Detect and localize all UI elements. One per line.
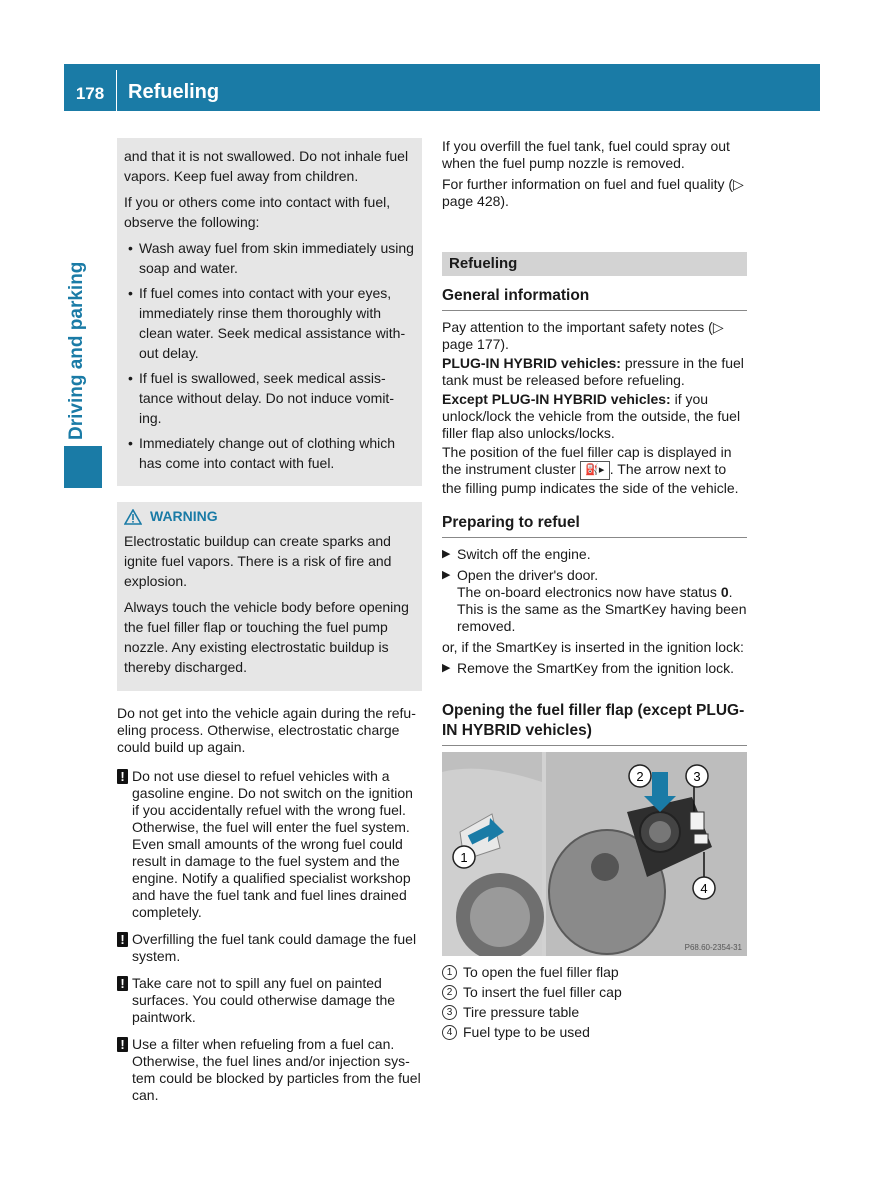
plugin-text: pressure in the fuel tank must be released before refueling. bbox=[442, 355, 744, 388]
notice-diesel bbox=[117, 768, 422, 921]
exclamation-icon: ! bbox=[117, 769, 128, 784]
callout-2: 2 bbox=[636, 769, 644, 784]
filler-position-paragraph bbox=[442, 444, 747, 497]
header-divider bbox=[116, 70, 117, 111]
step-detail-a: The on-board electronics now have status bbox=[457, 584, 721, 600]
callout-1: 1 bbox=[460, 850, 468, 865]
legend-number: 1 bbox=[442, 965, 457, 980]
preparing-heading: Preparing to refuel bbox=[442, 513, 747, 538]
step-arrow-icon: ▶ bbox=[442, 662, 451, 674]
gray-intro: and that it is not swallowed. Do not inhale fuel vapors. Keep fuel away from children. bbox=[124, 148, 409, 184]
figure-code: P68.60-2354-31 bbox=[684, 943, 742, 952]
legend-item bbox=[442, 1024, 747, 1041]
step-remove-key bbox=[442, 660, 747, 677]
step-text: Switch off the engine. bbox=[457, 546, 591, 562]
list-item: • Wash away fuel from skin immediately using soap and water. bbox=[124, 238, 415, 278]
exclamation-icon: ! bbox=[117, 976, 128, 991]
legend-item bbox=[442, 1004, 747, 1021]
warning-box bbox=[117, 502, 422, 691]
legend-number: 3 bbox=[442, 1005, 457, 1020]
notice-filter bbox=[117, 1036, 422, 1104]
or-paragraph: or, if the SmartKey is inserted in the ignition lock: bbox=[442, 639, 744, 655]
step-text: Remove the SmartKey from the ignition lock. bbox=[457, 660, 735, 676]
further-info-paragraph: For further information on fuel and fuel quality (▷ page 428). bbox=[442, 176, 744, 209]
warning-text-2: Always touch the vehicle body before opening the fuel filler flap or touching the fuel pump nozzle. Any existing electrostatic buildup is thereby discharged. bbox=[124, 599, 409, 675]
general-info-heading: General information bbox=[442, 286, 747, 311]
warning-triangle-icon bbox=[124, 509, 142, 525]
fuel-flap-illustration bbox=[442, 752, 747, 956]
except-plugin-paragraph bbox=[442, 391, 747, 442]
except-plugin-text: if you unlock/lock the vehicle from the outside, the fuel filler flap also unlocks/locks. bbox=[442, 391, 741, 441]
page-number: 178 bbox=[75, 84, 105, 103]
exclamation-icon: ! bbox=[117, 1037, 128, 1052]
except-plugin-label: Except PLUG-IN HYBRID vehicles: bbox=[442, 391, 671, 407]
list-item: • If fuel is swallowed, seek medical assis-tance without delay. Do not induce vomit-ing. bbox=[124, 368, 415, 428]
chapter-label: Driving and parking bbox=[66, 261, 87, 440]
figure-legend bbox=[442, 964, 747, 1041]
legend-text: To insert the fuel filler cap bbox=[463, 984, 622, 1000]
page-header bbox=[64, 64, 820, 111]
section-heading: Refueling bbox=[442, 252, 747, 276]
step-open-door bbox=[442, 567, 747, 635]
legend-number: 2 bbox=[442, 985, 457, 1000]
callout-3: 3 bbox=[693, 769, 701, 784]
position-text-b: . The arrow next to the filling pump indicates the side of the vehicle. bbox=[442, 461, 739, 496]
fuel-safety-box bbox=[117, 138, 422, 486]
gray-contact: If you or others come into contact with fuel, observe the following: bbox=[124, 194, 391, 230]
exclamation-icon: ! bbox=[117, 932, 128, 947]
legend-number: 4 bbox=[442, 1025, 457, 1040]
legend-text: Fuel type to be used bbox=[463, 1024, 590, 1040]
legend-item bbox=[442, 984, 747, 1001]
list-item: • Immediately change out of clothing which has come into contact with fuel. bbox=[124, 433, 415, 473]
step-detail-b: . This is the same as the SmartKey having been removed. bbox=[457, 584, 747, 634]
step-text: Open the driver's door. bbox=[457, 567, 599, 583]
notice-text: Do not use diesel to refuel vehicles with a gasoline engine. Do not switch on the ignition if you accidentally refuel with the wrong fuel. Otherwise, the fuel will enter the fuel system. Even small amounts of the wrong fuel could result in damage to the fuel system and the engine. Notify a qualified specialist workshop and have the fuel tank and fuel lines drained completely. bbox=[132, 768, 413, 920]
warning-label: WARNING bbox=[150, 508, 218, 524]
notice-spill bbox=[117, 975, 422, 1026]
legend-text: Tire pressure table bbox=[463, 1004, 580, 1020]
overfill-paragraph: If you overfill the fuel tank, fuel could spray out when the fuel pump nozzle is removed. bbox=[442, 138, 730, 171]
page-title: Refueling bbox=[128, 81, 220, 103]
get-in-paragraph: Do not get into the vehicle again during the refu-eling process. Otherwise, electrostatic charge could build up again. bbox=[117, 705, 416, 755]
step-arrow-icon: ▶ bbox=[442, 569, 451, 581]
fuel-pump-icon: ⛽▸ bbox=[580, 461, 610, 480]
notice-text: Use a filter when refueling from a fuel can. Otherwise, the fuel lines and/or injection sys-tem could be blocked by particles from the fuel can. bbox=[132, 1036, 421, 1103]
warning-heading bbox=[124, 508, 415, 525]
chapter-tab bbox=[64, 446, 102, 488]
step-arrow-icon: ▶ bbox=[442, 548, 451, 560]
left-column bbox=[117, 138, 422, 1114]
legend-item bbox=[442, 964, 747, 981]
safety-notes-paragraph: Pay attention to the important safety notes (▷ page 177). bbox=[442, 319, 724, 352]
warning-text-1: Electrostatic buildup can create sparks and ignite fuel vapors. There is a risk of fire and explosion. bbox=[124, 533, 392, 589]
notice-overfill bbox=[117, 931, 422, 965]
opening-flap-heading: Opening the fuel filler flap (except PLUG-IN HYBRID vehicles) bbox=[442, 701, 747, 746]
step-switch-off bbox=[442, 546, 747, 563]
safety-list bbox=[124, 238, 415, 473]
plugin-paragraph bbox=[442, 355, 747, 389]
legend-text: To open the fuel filler flap bbox=[463, 964, 619, 980]
notice-text: Overfilling the fuel tank could damage the fuel system. bbox=[132, 931, 417, 964]
right-column bbox=[442, 138, 747, 1044]
status-value: 0 bbox=[720, 584, 729, 600]
plugin-label: PLUG-IN HYBRID vehicles: bbox=[442, 355, 621, 371]
notice-text: Take care not to spill any fuel on painted surfaces. You could otherwise damage the paintwork. bbox=[132, 975, 396, 1025]
list-item: • If fuel comes into contact with your eyes, immediately rinse them thoroughly with clean water. Seek medical assistance with-out delay. bbox=[124, 283, 415, 363]
callout-4: 4 bbox=[700, 881, 708, 896]
position-text-a: The position of the fuel filler cap is displayed in the instrument cluster bbox=[442, 444, 732, 478]
